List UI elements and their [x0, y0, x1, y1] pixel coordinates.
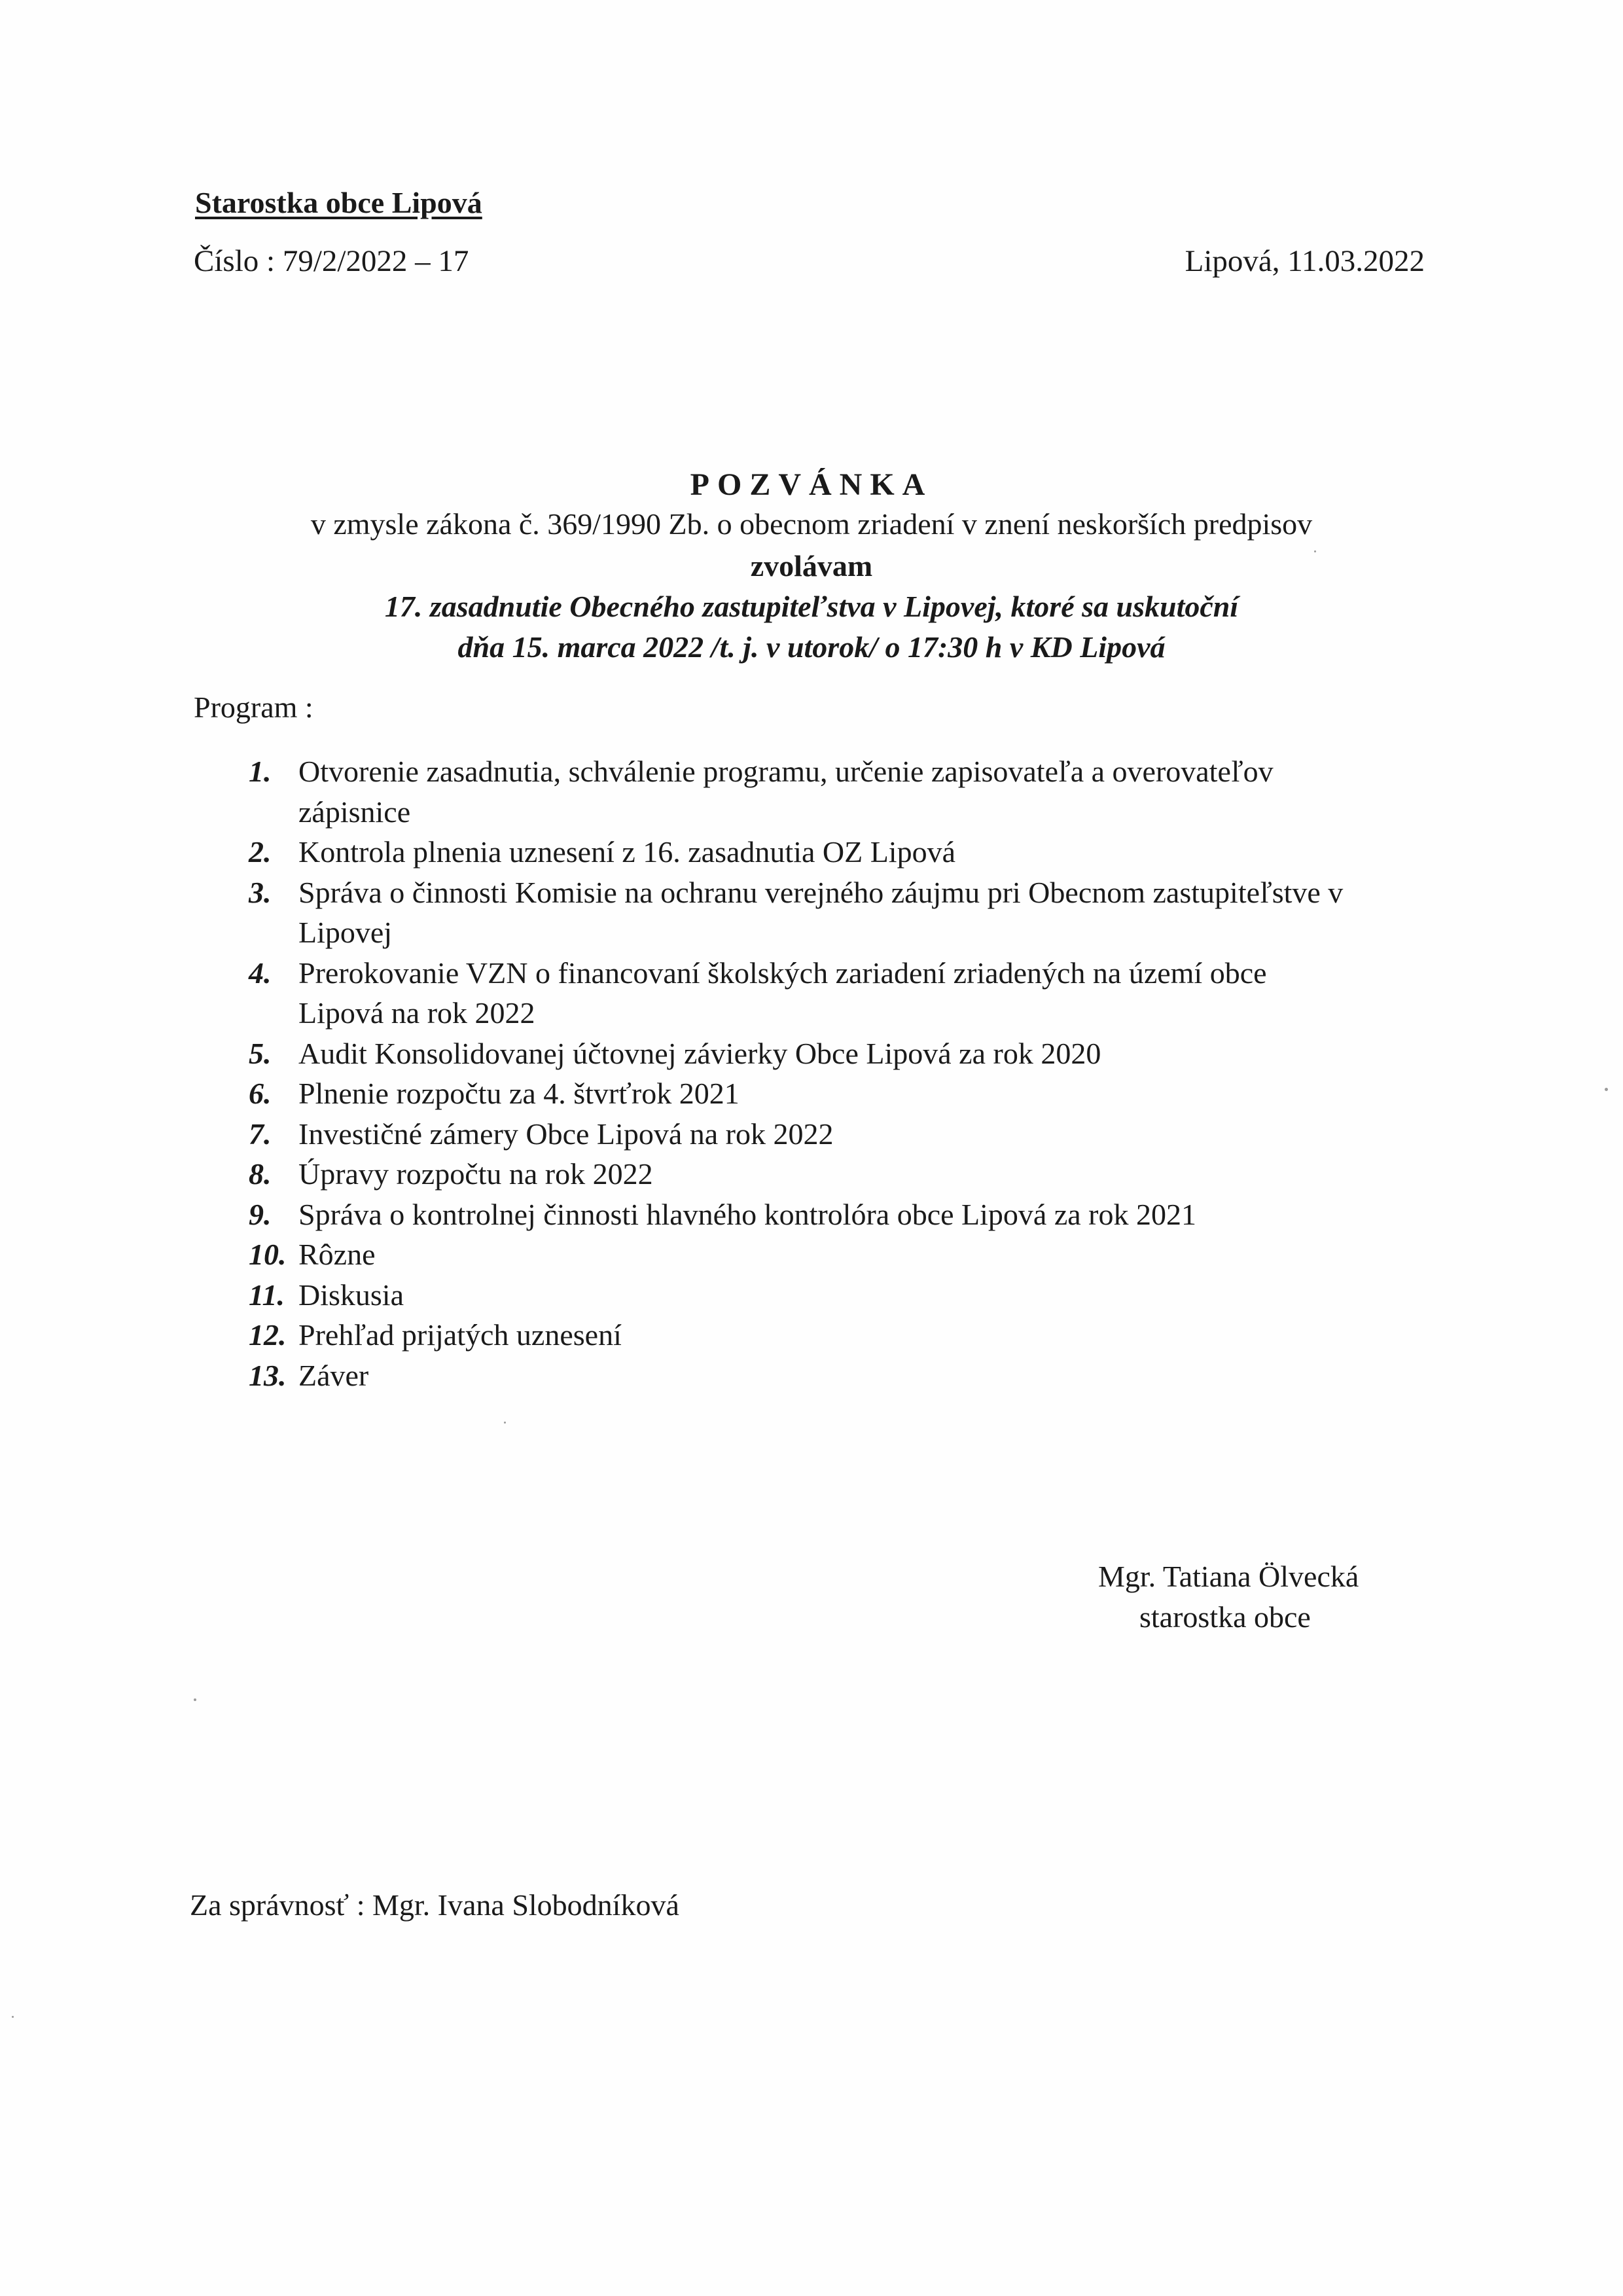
agenda-item — [249, 1315, 1492, 1355]
agenda-item — [249, 1114, 1492, 1155]
agenda-item-text: Diskusia — [298, 1278, 404, 1312]
meeting-description: 17. zasadnutie Obecného zastupiteľstva v Lipovej, ktoré sa uskutoční — [384, 590, 1239, 623]
agenda-item — [249, 751, 1492, 832]
agenda-list — [249, 751, 1492, 1395]
agenda-item — [249, 953, 1492, 1033]
summon-word: zvolávam — [750, 549, 873, 583]
agenda-item-number: 9. — [249, 1197, 272, 1231]
agenda-item — [249, 1194, 1492, 1235]
agenda-item-text: Úpravy rozpočtu na rok 2022 — [298, 1157, 653, 1191]
reference-number: Číslo : 79/2/2022 – 17 — [194, 244, 469, 278]
agenda-item — [249, 872, 1492, 953]
scan-speck — [12, 2016, 14, 2018]
agenda-item-text: Rôzne — [298, 1238, 376, 1271]
signer-name: Mgr. Tatiana Ölvecká — [1098, 1560, 1359, 1593]
agenda-item-number: 2. — [249, 835, 272, 869]
agenda-item-number: 11. — [249, 1278, 285, 1312]
agenda-item — [249, 832, 1492, 872]
agenda-item — [249, 1154, 1492, 1194]
agenda-item-number: 10. — [249, 1238, 287, 1271]
scan-speck — [194, 1698, 196, 1701]
agenda-item-text: Kontrola plnenia uznesení z 16. zasadnutia OZ Lipová — [298, 835, 956, 869]
agenda-item-text: Správa o činnosti Komisie na ochranu verejného záujmu pri Obecnom zastupiteľstve v Lipovej — [298, 875, 1344, 949]
agenda-item-number: 8. — [249, 1157, 272, 1191]
agenda-item-number: 7. — [249, 1117, 272, 1151]
place-and-date: Lipová, 11.03.2022 — [1185, 244, 1425, 278]
agenda-item-text: Investičné zámery Obce Lipová na rok 2022 — [298, 1117, 834, 1151]
meeting-date-place: dňa 15. marca 2022 /t. j. v utorok/ o 17:30 h v KD Lipová — [457, 630, 1166, 664]
agenda-item-text: Audit Konsolidovanej účtovnej závierky Obce Lipová za rok 2020 — [298, 1036, 1101, 1070]
agenda-item — [249, 1033, 1492, 1074]
agenda-item-number: 1. — [249, 755, 272, 788]
author-heading: Starostka obce Lipová — [195, 186, 482, 219]
agenda-item — [249, 1073, 1492, 1114]
program-label: Program : — [194, 691, 313, 724]
agenda-item-number: 13. — [249, 1358, 287, 1392]
signer-role: starostka obce — [1139, 1600, 1311, 1634]
legal-basis: v zmysle zákona č. 369/1990 Zb. o obecnom zriadení v znení neskorších predpisov — [310, 507, 1313, 541]
agenda-item-text: Správa o kontrolnej činnosti hlavného kontrolóra obce Lipová za rok 2021 — [298, 1197, 1196, 1231]
agenda-item-number: 4. — [249, 956, 272, 990]
agenda-item-text: Prerokovanie VZN o financovaní školských zariadení zriadených na území obce Lipová na rok 2022 — [298, 956, 1267, 1030]
agenda-item-number: 3. — [249, 875, 272, 909]
correctness-note: Za správnosť : Mgr. Ivana Slobodníková — [190, 1888, 679, 1922]
agenda-item-text: Záver — [298, 1358, 369, 1392]
agenda-item-text: Plnenie rozpočtu za 4. štvrťrok 2021 — [298, 1077, 740, 1110]
scan-speck — [1314, 550, 1316, 552]
scan-speck — [504, 1422, 506, 1424]
agenda-item-number: 5. — [249, 1036, 272, 1070]
agenda-item-number: 12. — [249, 1318, 287, 1352]
agenda-item-text: Prehľad prijatých uznesení — [298, 1318, 622, 1352]
document-title: POZVÁNKA — [690, 467, 933, 502]
agenda-item-number: 6. — [249, 1077, 272, 1110]
agenda-item-text: Otvorenie zasadnutia, schválenie programu, určenie zapisovateľa a overovateľov zápisnice — [298, 755, 1274, 829]
agenda-item — [249, 1355, 1492, 1396]
scan-speck — [1605, 1088, 1608, 1091]
agenda-item — [249, 1275, 1492, 1316]
agenda-item — [249, 1234, 1492, 1275]
